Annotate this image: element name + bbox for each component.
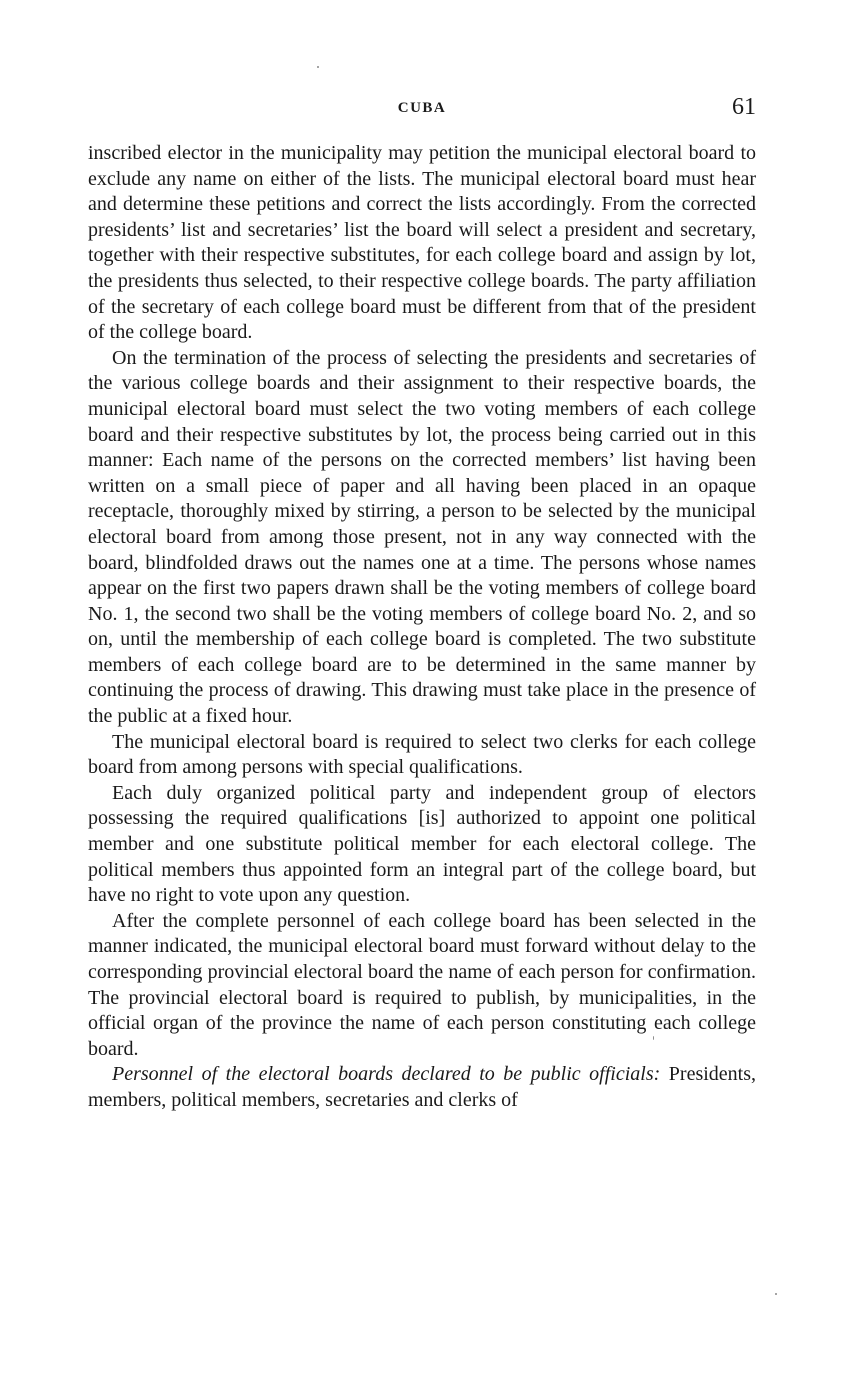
paragraph-text: Presidents, members, political members, secretaries and clerks of — [88, 1063, 757, 1111]
scan-speck — [775, 1293, 777, 1295]
body-text — [88, 141, 756, 1114]
scan-speck — [653, 1036, 654, 1040]
paragraph-confirmation: After the complete personnel of each college board has been selected in the manner indicated, the municipal electoral board must forward without delay to the corresponding provincial electoral board the name of each person for confirmation. The provincial electoral board is required to publish, by municipalities, in the official organ of the province the name of each person constituting each college board. — [88, 909, 756, 1060]
page-number: 61 — [732, 94, 756, 120]
scan-speck — [317, 66, 319, 68]
paragraph-continued: inscribed elector in the municipality may petition the municipal electoral board to exclude any name on either of the lists. The municipal electoral board must hear and determine these petitions and correct the lists accordingly. From the corrected presidents’ list and secretaries’ list the board will select a president and secretary, together with their respective substitutes, for each college board and assign by lot, the presidents thus selected, to their respective college boards. The party affiliation of the secretary of each college board must be different from that of the president of the college board. — [88, 142, 756, 344]
paragraph-selection-process: On the termination of the process of selecting the presidents and secretaries of the various college boards and their assignment to their respective boards, the municipal electoral board must select the two voting members of each college board and their respective substitutes by lot, the process being carried out in this manner: Each name of the persons on the corrected members’ list having been written on a small piece of paper and all having been placed in an opaque receptacle, thoroughly mixed by stirring, a person to be selected by the municipal electoral board from among those present, not in any way connected with the board, blindfolded draws out the names one at a time. The persons whose names appear on the first two papers drawn shall be the voting members of college board No. 1, the second two shall be the voting members of college board No. 2, and so on, until the membership of each college board is completed. The two substitute members of each college board are to be determined in the same manner by continuing the process of drawing. This drawing must take place in the presence of the public at a fixed hour. — [88, 346, 756, 728]
paragraph-public-officials — [88, 1062, 756, 1113]
paragraph-clerks: The municipal electoral board is required to select two clerks for each college board from among persons with special qualifications. — [88, 730, 756, 779]
sidehead: Personnel of the electoral boards declared to be public officials: — [112, 1063, 661, 1086]
running-title: CUBA — [397, 100, 447, 116]
running-head — [88, 94, 756, 124]
paragraph-political-members: Each duly organized political party and independent group of electors possessing the required qualifications [is] authorized to appoint one political member and one substitute political member for each electoral college. The political members thus appointed form an integral part of the college board, but have no right to vote upon any question. — [88, 781, 756, 907]
